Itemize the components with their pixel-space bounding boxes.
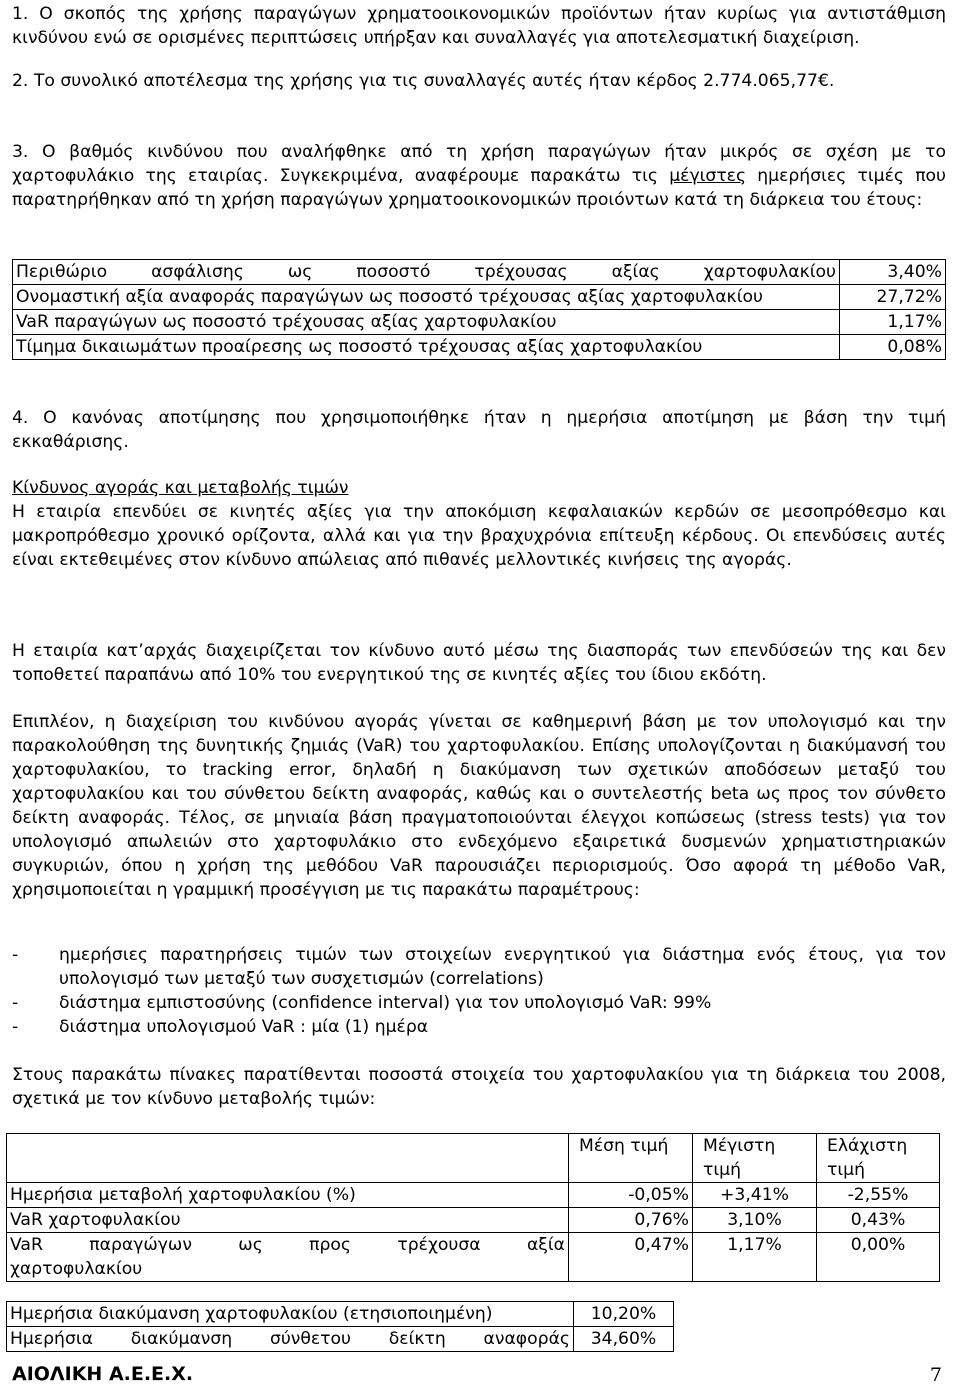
page-number: 7	[929, 1364, 942, 1386]
derivatives-table	[12, 259, 946, 360]
table-header-cell: Ελάχιστη τιμή	[817, 1134, 940, 1183]
list-item-text: διάστημα υπολογισμού VaR : μία (1) ημέρα	[59, 1017, 429, 1037]
point-1	[12, 2, 946, 50]
table-cell-value: -2,55%	[817, 1183, 940, 1208]
table-header-cell: Μέση τιμή	[569, 1134, 693, 1183]
table-cell-label: VaR παραγώγων ως προς τρέχουσα αξία χαρτοφυλακίου	[7, 1233, 569, 1282]
point-3	[12, 140, 946, 212]
table-row	[13, 285, 946, 310]
table-cell-value: 1,17%	[840, 310, 946, 335]
footer-company-name: ΑΙΟΛΙΚΗ Α.Ε.Ε.Χ.	[12, 1363, 194, 1385]
section-heading: Κίνδυνος αγοράς και μεταβολής τιμών	[12, 478, 349, 498]
table-header-row	[7, 1134, 940, 1183]
table-cell-value: 3,40%	[840, 260, 946, 285]
point-1-text: Ο σκοπός της χρήσης παραγώγων χρηματοοικονομικών προϊόντων ήταν κυρίως για αντιστάθμιση κινδύνου ενώ σε ορισμένες περιπτώσεις υπήρξαν και συναλλαγές για αποτελεσματική διαχείριση.	[12, 4, 946, 48]
point-2	[12, 69, 946, 93]
table-row	[7, 1302, 674, 1327]
table-cell-label: Ημερήσια διακύμανση χαρτοφυλακίου (ετησιοποιημένη)	[7, 1302, 574, 1327]
market-risk-paragraph-4: Στους παρακάτω πίνακες παρατίθενται ποσοστά στοιχεία του χαρτοφυλακίου για τη διάρκεια του 2008, σχετικά με τον κίνδυνο μεταβολής τιμών:	[12, 1065, 946, 1109]
table-cell-label: Περιθώριο ασφάλισης ως ποσοστό τρέχουσας αξίας χαρτοφυλακίου	[13, 260, 840, 285]
table-cell-label: Ημερήσια μεταβολή χαρτοφυλακίου (%)	[7, 1183, 569, 1208]
list-dash: -	[12, 993, 19, 1013]
table-row	[7, 1208, 940, 1233]
table-header-cell: Μέγιστη τιμή	[693, 1134, 817, 1183]
table-row	[7, 1183, 940, 1208]
point-2-number: 2.	[12, 71, 29, 91]
list-item	[12, 1015, 946, 1039]
list-item	[12, 991, 946, 1015]
table-cell-label: Ημερήσια διακύμανση σύνθετου δείκτη αναφοράς	[7, 1327, 574, 1352]
point-3-text-a: Ο βαθμός κινδύνου που αναλήφθηκε από τη χρήση παραγώγων ήταν μικρός σε σχέση με το χαρτοφυλάκιο της εταιρίας. Συγκεκριμένα, αναφέρουμε παρακάτω τις	[12, 142, 946, 186]
point-4-text: Ο κανόνας αποτίμησης που χρησιμοποιήθηκε ήταν η ημερήσια αποτίμηση με βάση την τιμή εκκαθάρισης.	[12, 408, 946, 452]
point-2-text: Το συνολικό αποτέλεσμα της χρήσης για τις συναλλαγές αυτές ήταν κέρδος 2.774.065,77€.	[33, 71, 835, 91]
table-cell-value: 0,76%	[569, 1208, 693, 1233]
table-cell-value: 27,72%	[840, 285, 946, 310]
table-row	[13, 260, 946, 285]
market-risk-paragraph-3: Επιπλέον, η διαχείριση του κινδύνου αγοράς γίνεται σε καθημερινή βάση με τον υπολογισμό και την παρακολούθηση της δυνητικής ζημιάς (VaR) του χαρτοφυλακίου. Επίσης υπολογίζονται η διακύμανσή του χαρτοφυλακίου, το tracking error, δηλαδή η διακύμανση των σχετικών αποδόσεων μεταξύ του χαρτοφυλακίου και του σύνθετου δείκτη αναφοράς, καθώς και ο συντελεστής beta ως προς τον σύνθετο δείκτη αναφοράς. Τέλος, σε μηνιαία βάση πραγματοποιούνται έλεγχοι κοπώσεως (stress tests) για τον υπολογισμό απωλειών στο χαρτοφυλάκιο στο ενδεχόμενο εξαιρετικά δυσμενών χρηματιστηριακών συγκυριών, όπου η χρήση της μεθόδου VaR παρουσιάζει περιορισμούς. Όσο αφορά τη μέθοδο VaR, χρησιμοποιείται η γραμμική προσέγγιση με τις παρακάτω παραμέτρους:	[12, 712, 946, 900]
table-cell-value: 0,47%	[569, 1233, 693, 1282]
point-3-text-underlined: μέγιστες	[669, 166, 747, 186]
table-cell-label: VaR παραγώγων ως ποσοστό τρέχουσας αξίας χαρτοφυλακίου	[13, 310, 840, 335]
table-cell-value: +3,41%	[693, 1183, 817, 1208]
market-risk-paragraph-2: Η εταιρία κατ’αρχάς διαχειρίζεται τον κίνδυνο αυτό μέσω της διασποράς των επενδύσεών της και δεν τοποθετεί παραπάνω από 10% του ενεργητικού της σε κινητές αξίες του ίδιου εκδότη.	[12, 641, 946, 685]
list-dash: -	[12, 945, 19, 965]
list-item	[12, 943, 946, 991]
parameter-list	[12, 943, 946, 1039]
list-item-text: ημερήσιες παρατηρήσεις τιμών των στοιχείων ενεργητικού για διάστημα ενός έτους, για τον υπολογισμό των μεταξύ των συσχετισμών (correlations)	[59, 945, 946, 989]
table-cell-value: 34,60%	[574, 1327, 674, 1352]
table-cell-value: 1,17%	[693, 1233, 817, 1282]
table-row	[7, 1233, 940, 1282]
point-4	[12, 406, 946, 454]
table-cell-label: VaR χαρτοφυλακίου	[7, 1208, 569, 1233]
table-cell-label: Τίμημα δικαιωμάτων προαίρεσης ως ποσοστό τρέχουσας αξίας χαρτοφυλακίου	[13, 335, 840, 360]
point-3-text-b: ημερήσιες τιμές που παρατηρήθηκαν από τη χρήση παραγώγων χρηματοοικονομικών προιόντων κατά τη διάρκεια του έτους:	[12, 166, 946, 210]
table-cell-value: 0,08%	[840, 335, 946, 360]
table-cell-value: 0,43%	[817, 1208, 940, 1233]
list-dash: -	[12, 1017, 19, 1037]
point-1-number: 1.	[12, 4, 29, 24]
point-4-number: 4.	[12, 408, 29, 428]
table-row	[7, 1327, 674, 1352]
table-cell-label: Ονομαστική αξία αναφοράς παραγώγων ως ποσοστό τρέχουσας αξίας χαρτοφυλακίου	[13, 285, 840, 310]
table-row	[13, 335, 946, 360]
table-cell-value: 10,20%	[574, 1302, 674, 1327]
table-cell-value: -0,05%	[569, 1183, 693, 1208]
point-3-number: 3.	[12, 142, 29, 162]
list-item-text: διάστημα εμπιστοσύνης (confidence interval) για τον υπολογισμό VaR: 99%	[59, 993, 712, 1013]
volatility-table	[6, 1301, 674, 1352]
market-risk-paragraph-1: Η εταιρία επενδύει σε κινητές αξίες για την αποκόμιση κεφαλαιακών κερδών σε μεσοπρόθεσμο και μακροπρόθεσμο χρονικό ορίζοντα, αλλά και για την βραχυχρόνια επίτευξη κέρδους. Οι επενδύσεις αυτές είναι εκτεθειμένες στον κίνδυνο απώλειας από πιθανές μελλοντικές κινήσεις της αγοράς.	[12, 502, 946, 570]
table-cell-value: 0,00%	[817, 1233, 940, 1282]
table-cell-value: 3,10%	[693, 1208, 817, 1233]
table-row	[13, 310, 946, 335]
price-risk-table	[6, 1133, 940, 1282]
